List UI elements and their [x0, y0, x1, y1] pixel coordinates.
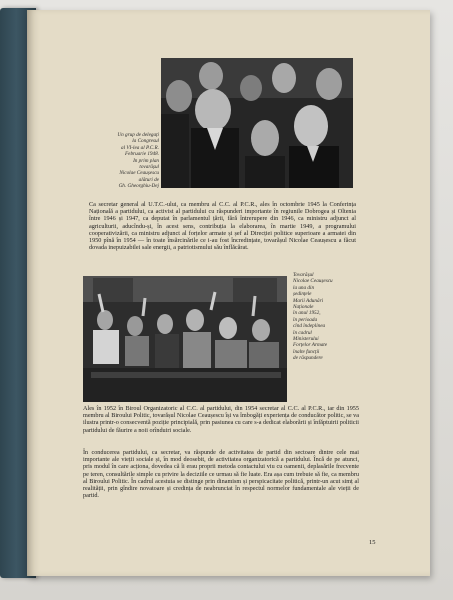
delegates-group-photo: [161, 58, 353, 188]
paragraph-1: Ca secretar general al U.T.C.-ului, ca membru al C.C. al P.C.R., ales în octombrie 1945 la Conferința Națională a partidului, ca activist al partidului cu răspunderi importante în regiunile Dobrogea și Oltenia între 1946 și 1947, ca deputat în parlamentul țării, fără întrerupere din 1946, ca ministru adjunct al agriculturii, aducîndu-și, în acest sens, contribuția la elaborarea, în martie 1949, a programului cooperativizării, ca ministru adjunct al forțelor armate și șef al Direcției politice superioare a armatei din 1950 pînă în 1954 — în toate însărcinările ce i-au fost încredințate, tovarășul Nicolae Ceaușescu a făcut dovada inepuizabilei sale energii, a patriotismului său înflăcărat.: [89, 201, 356, 252]
paragraph-2: Ales în 1952 în Biroul Organizatoric al C.C. al partidului, din 1954 secretar al C.C. al P.C.R., iar din 1955 membru al Biroului Politic, tovarășul Nicolae Ceaușescu își va îmbogăți experiența de conducător politic, se va ilustra printr-o consecventă poziție principială, prin pasiunea cu care s-a dedicat elaborării și înfăptuirii politicii partidului de făurire a noii orînduiri sociale.: [83, 405, 359, 434]
paragraph-3: În conducerea partidului, ca secretar, va răspunde de activitatea de partid din sectoare dintre cele mai importante ale vieții sociale și, în mod deosebit, de activitatea organizatorică a partidului. Încă de pe atunci, pris modul în care acționa, dovedea că îi erau proprii metoda contactului viu cu oamenii, deplasările frecvente pe teren, consultările simple cu privire la deciziile ce urmau să fie luate. Era așa cum trebuie să fie, ca membru al Biroului Politic. În cadrul acestuia se distinge prin dinamism și perspicacitate politică, printr-un acut simț al realității, prin gîndire novatoare și credința de neabrunciat în respectul normelor fundamentale ale vieții de partid.: [83, 449, 359, 500]
page-number: 15: [369, 539, 376, 546]
national-assembly-photo: [83, 276, 287, 402]
photo1-caption: Un grup de delegați la Congresul al VI-lea al P.C.R. Februarie 1948. In prim plan tovarășul Nicolae Ceaușescu alături de Gh. Gheorghiu-Dej: [117, 132, 159, 190]
book-page: [27, 10, 430, 576]
photo2-caption: Tovarășul Nicolae Ceaușescu la una din ședințele Marii Adunări Naționale în anul 1952, în perioada cînd îndeplinea în cadrul Ministerului Forțelor Armate înalte funcții de răspundere: [293, 272, 333, 362]
